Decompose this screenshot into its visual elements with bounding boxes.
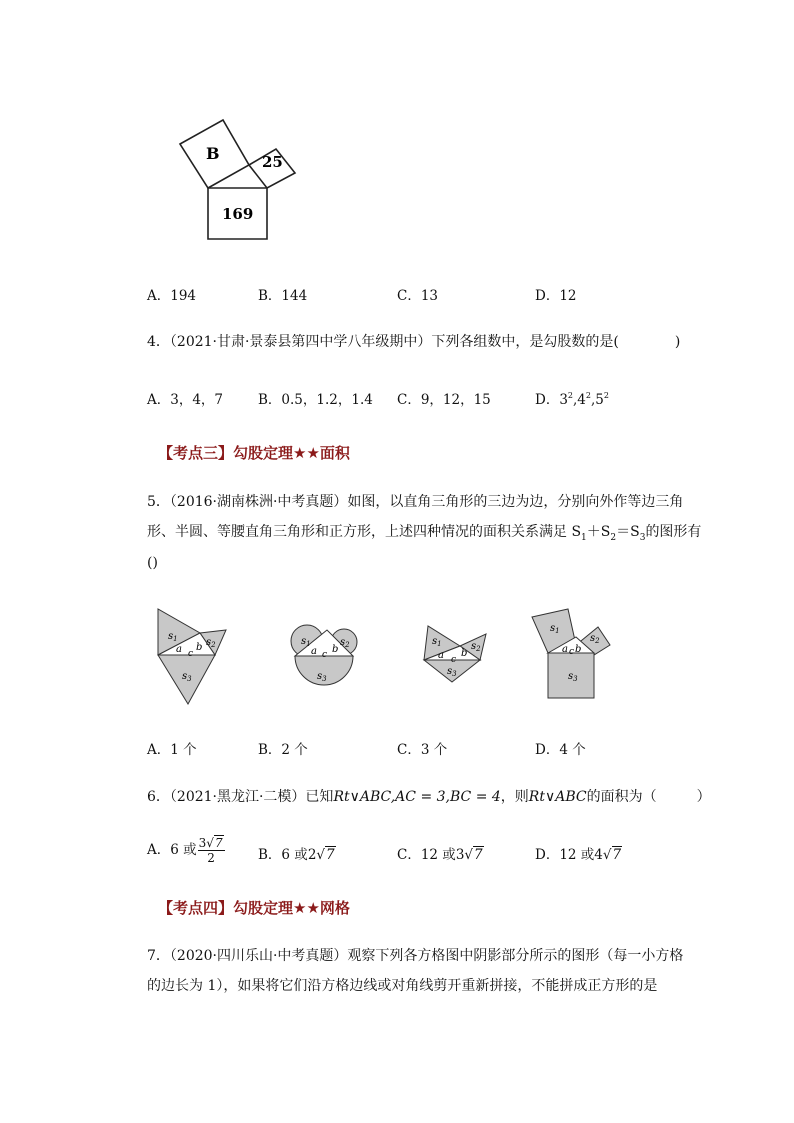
q6-option-b[interactable]: B．6 或2√7	[258, 847, 335, 863]
label-169: 169	[222, 205, 254, 223]
svg-text:b: b	[575, 644, 582, 655]
svg-text:a: a	[176, 644, 182, 655]
q3-option-d[interactable]: D．12	[535, 288, 577, 304]
q7-line1: 7．（2020·四川乐山·中考真题）观察下列各方格图中阴影部分所示的图形（每一小方格	[147, 948, 684, 964]
q5-option-a[interactable]: A．1 个	[147, 742, 197, 758]
q5-option-d[interactable]: D．4 个	[535, 742, 586, 758]
svg-text:b: b	[196, 642, 203, 653]
q6-option-a[interactable]: A．6 或 $\frac{3√7}{2}$	[147, 836, 223, 865]
svg-text:s3: $s_3$	[568, 671, 578, 683]
svg-text:s3: $s_3$	[182, 671, 192, 683]
svg-text:s3: $s_3$	[317, 671, 327, 683]
q5-figure-isosceles	[420, 622, 490, 684]
svg-text:s2: $s_2$	[206, 637, 216, 649]
q5-option-c[interactable]: C．3 个	[397, 742, 448, 758]
svg-text:c: c	[322, 650, 328, 660]
q5-line2: 形、半圆、等腰直角三角形和正方形，上述四种情况的面积关系满足 $S_1+S_2=S_3$的图形有	[147, 524, 702, 543]
q4-option-a[interactable]: A．3，4，7	[147, 392, 224, 408]
q6-option-c[interactable]: C．12 或3√7	[397, 847, 483, 863]
svg-text:b: b	[332, 644, 339, 655]
svg-text:s2: $s_2$	[471, 641, 481, 653]
label-b: B	[206, 144, 220, 163]
q3-option-b[interactable]: B．144	[258, 288, 308, 304]
section-heading-3: 【考点三】勾股定理★★面积	[158, 444, 350, 462]
q5-line1: 5．（2016·湖南株洲·中考真题）如图，以直角三角形的三边为边，分别向外作等边三角	[147, 494, 684, 510]
q4-option-c[interactable]: C．9，12，15	[397, 392, 491, 408]
svg-text:a: a	[438, 650, 444, 661]
q5-line3: ()	[147, 555, 158, 571]
pythagoras-squares-figure	[175, 115, 305, 245]
svg-text:s1: $s_1$	[301, 636, 311, 648]
q5-figure-squares	[528, 607, 618, 702]
q4-option-d[interactable]: D．$3^2,4^2,5^2$	[535, 391, 609, 408]
q3-option-c[interactable]: C．13	[397, 288, 439, 304]
q6-option-d[interactable]: D．12 或4√7	[535, 847, 622, 863]
q5-figure-equilateral	[150, 605, 230, 707]
svg-text:s1: $s_1$	[432, 636, 442, 648]
svg-text:c: c	[188, 649, 194, 659]
svg-text:c: c	[451, 655, 457, 665]
q5-option-b[interactable]: B．2 个	[258, 742, 308, 758]
q4-stem-text: 4．（2021·甘肃·景泰县第四中学八年级期中）下列各组数中，是勾股数的是(	[147, 334, 619, 350]
q4-stem	[147, 332, 680, 352]
svg-text:a: a	[311, 646, 317, 657]
q5-figure-semicircle	[287, 618, 359, 690]
svg-text:b: b	[461, 648, 468, 659]
q4-close: )	[674, 334, 681, 350]
q3-option-a[interactable]: A．194	[147, 288, 197, 304]
q6-stem: 6．（2021·黑龙江·二模）已知Rt∨ABC,AC = 3,BC = 4，则Rt∨ABC的面积为（ ）	[147, 789, 711, 805]
svg-text:a: a	[562, 644, 568, 655]
section-heading-4: 【考点四】勾股定理★★网格	[158, 899, 350, 917]
label-25: 25	[262, 153, 283, 171]
svg-text:s1: $s_1$	[550, 623, 560, 635]
svg-text:s1: $s_1$	[168, 631, 178, 643]
q4-option-b[interactable]: B．0.5，1.2，1.4	[258, 392, 373, 408]
q7-line2: 的边长为 1），如果将它们沿方格边线或对角线剪开重新拼接，不能拼成正方形的是	[147, 978, 658, 994]
svg-text:s2: $s_2$	[340, 637, 350, 649]
svg-text:s2: $s_2$	[590, 633, 600, 645]
svg-text:c: c	[569, 647, 575, 657]
svg-text:s3: $s_3$	[447, 666, 457, 678]
